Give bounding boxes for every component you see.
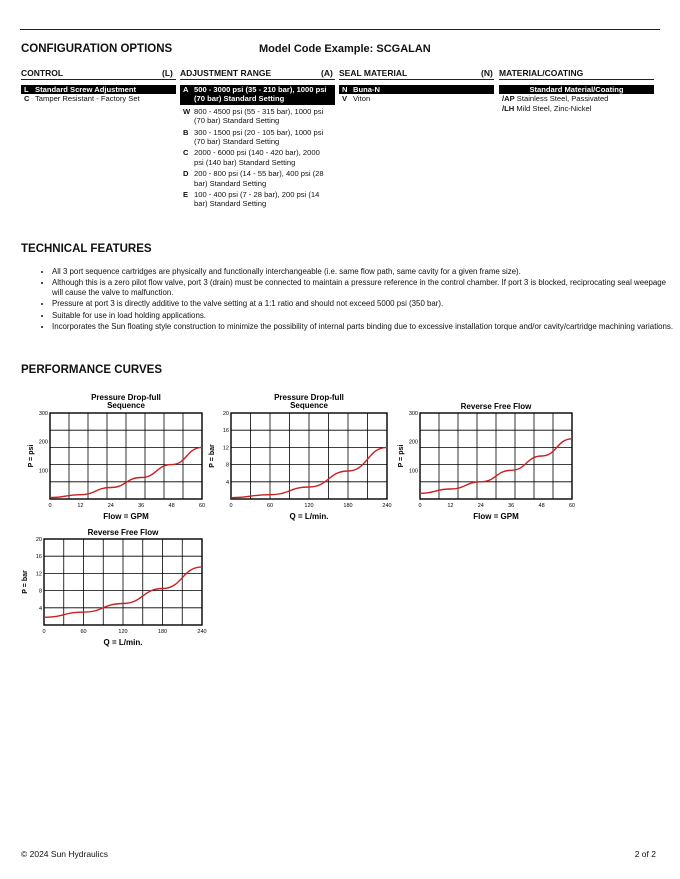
control-code: (L) — [162, 68, 173, 78]
control-header: CONTROL — [21, 68, 64, 78]
feature-item: • Suitable for use in load holding applications. — [52, 311, 674, 321]
seal-code: (N) — [481, 68, 493, 78]
y-tick-label: 300 — [408, 411, 418, 417]
x-tick-label: 0 — [42, 629, 46, 635]
y-tick-label: 200 — [38, 439, 48, 446]
chart-title: Pressure Drop-full — [274, 393, 344, 402]
seal-rule — [339, 79, 494, 80]
x-tick-label: 36 — [508, 503, 515, 509]
x-tick-label: 0 — [418, 503, 422, 509]
coating-option: /AP Stainless Steel, Passivated — [502, 94, 609, 104]
feature-item: • Pressure at port 3 is directly additive to the valve setting at a 1:1 ratio and should not exceed 5000 psi (350 bar). — [52, 299, 674, 309]
x-tick-label: 180 — [157, 629, 168, 635]
feature-item: • All 3 port sequence cartridges are physically and functionally interchangeable (i.e. same flow path, same cavity for a given frame size). — [52, 267, 674, 277]
seal-options — [339, 85, 494, 104]
control-options — [21, 85, 176, 104]
x-axis-label: Flow = GPM — [473, 512, 519, 521]
y-tick-label: 8 — [38, 588, 42, 595]
coating-rule — [499, 79, 654, 80]
configuration-options-title: CONFIGURATION OPTIONS — [21, 43, 173, 55]
x-tick-label: 60 — [80, 629, 87, 635]
y-tick-label: 300 — [38, 411, 48, 417]
y-tick-label: 100 — [408, 468, 418, 475]
seal-header: SEAL MATERIAL — [339, 68, 408, 78]
x-tick-label: 24 — [477, 503, 484, 509]
adjustment-option-selected: A 500 - 3000 psi (35 - 210 bar), 1000 psi (70 bar) Standard Setting — [180, 85, 335, 105]
chart-pressure-drop-lmin — [205, 385, 395, 526]
chart-title: Reverse Free Flow — [87, 528, 159, 537]
x-axis-label: Q = L/min. — [103, 638, 143, 647]
seal-option-selected: N Buna-N — [339, 85, 494, 94]
y-tick-label: 20 — [222, 411, 229, 417]
x-tick-label: 240 — [197, 629, 207, 635]
adjustment-rule — [180, 79, 335, 80]
x-tick-label: 12 — [77, 503, 84, 509]
y-tick-label: 20 — [35, 537, 42, 543]
adjustment-option: B 300 - 1500 psi (20 - 105 bar), 1000 psi (70 bar) Standard Setting — [183, 127, 324, 147]
control-option: C Tamper Resistant - Factory Set — [24, 94, 140, 104]
y-tick-label: 4 — [38, 605, 42, 612]
x-axis-label: Flow = GPM — [103, 512, 149, 521]
y-axis-label: P = psi — [28, 444, 35, 468]
feature-item: • Although this is a zero pilot flow valve, port 3 (drain) must be connected to maintain a pressure reference in the control chamber. If port 3 is blocked, reciprocating seal weepage will cause the valve to malfunction. — [52, 278, 674, 298]
adjustment-option: W 800 - 4500 psi (55 - 315 bar), 1000 psi (70 bar) Standard Setting — [183, 106, 324, 126]
y-axis-label: P = bar — [209, 444, 216, 468]
x-tick-label: 48 — [168, 503, 175, 509]
x-tick-label: 12 — [447, 503, 454, 509]
chart-reverse-flow-lmin — [20, 524, 210, 652]
y-tick-label: 200 — [408, 439, 418, 446]
x-tick-label: 24 — [107, 503, 114, 509]
y-tick-label: 8 — [225, 462, 229, 469]
feature-item: • Incorporates the Sun floating style construction to minimize the possibility of internal parts binding due to excessive installation torque and/or cavity/cartridge machining variations. — [52, 322, 674, 332]
seal-option: V Viton — [342, 94, 371, 104]
adjustment-option: E 100 - 400 psi (7 - 28 bar), 200 psi (14 bar) Standard Setting — [183, 190, 320, 209]
x-tick-label: 0 — [48, 503, 52, 509]
technical-features-title: TECHNICAL FEATURES — [21, 243, 152, 255]
y-axis-label: P = psi — [398, 444, 405, 468]
chart-title: Reverse Free Flow — [460, 402, 532, 411]
x-tick-label: 60 — [266, 503, 274, 509]
adjustment-option: C 2000 - 6000 psi (140 - 420 bar), 2000 psi (140 bar) Standard Setting — [183, 148, 320, 167]
x-tick-label: 60 — [568, 503, 576, 509]
y-tick-label: 4 — [225, 479, 229, 486]
x-axis-label: Q = L/min. — [289, 512, 329, 521]
chart-title: Pressure Drop-full — [91, 393, 161, 402]
model-code-example: Model Code Example: SCGALAN — [259, 43, 431, 55]
coating-option-selected: Standard Material/Coating — [499, 85, 654, 94]
top-rule — [20, 29, 660, 30]
x-tick-label: 240 — [382, 503, 392, 509]
adjustment-header: ADJUSTMENT RANGE — [180, 68, 272, 78]
y-axis-label: P = bar — [22, 570, 29, 594]
y-tick-label: 100 — [38, 468, 48, 475]
y-tick-label: 12 — [35, 571, 42, 578]
coating-options — [499, 85, 654, 113]
adjustment-code: (A) — [321, 68, 333, 78]
y-tick-label: 16 — [35, 554, 42, 561]
y-tick-label: 12 — [222, 445, 229, 452]
y-tick-label: 16 — [222, 428, 229, 435]
footer-copyright: © 2024 Sun Hydraulics — [21, 849, 109, 859]
chart-title: Sequence — [107, 401, 145, 410]
performance-curves-title: PERFORMANCE CURVES — [21, 364, 162, 376]
x-tick-label: 180 — [343, 503, 353, 509]
coating-option: /LH Mild Steel, Zinc-Nickel — [502, 103, 592, 113]
control-option-selected: L Standard Screw Adjustment — [21, 85, 176, 94]
x-tick-label: 120 — [118, 629, 128, 635]
adjustment-options — [180, 85, 335, 209]
x-tick-label: 60 — [198, 503, 206, 509]
x-tick-label: 120 — [304, 503, 314, 509]
control-rule — [21, 79, 176, 80]
x-tick-label: 48 — [538, 503, 545, 509]
features-list — [38, 267, 674, 333]
x-tick-label: 36 — [138, 503, 145, 509]
adjustment-option: D 200 - 800 psi (14 - 55 bar), 400 psi (28 bar) Standard Setting — [183, 169, 324, 188]
footer-page-number: 2 of 2 — [634, 849, 656, 859]
chart-title: Sequence — [290, 401, 328, 410]
x-tick-label: 0 — [229, 503, 233, 509]
coating-header: MATERIAL/COATING — [499, 68, 584, 78]
chart-pressure-drop-gpm — [20, 390, 210, 526]
chart-reverse-flow-gpm — [390, 400, 580, 526]
